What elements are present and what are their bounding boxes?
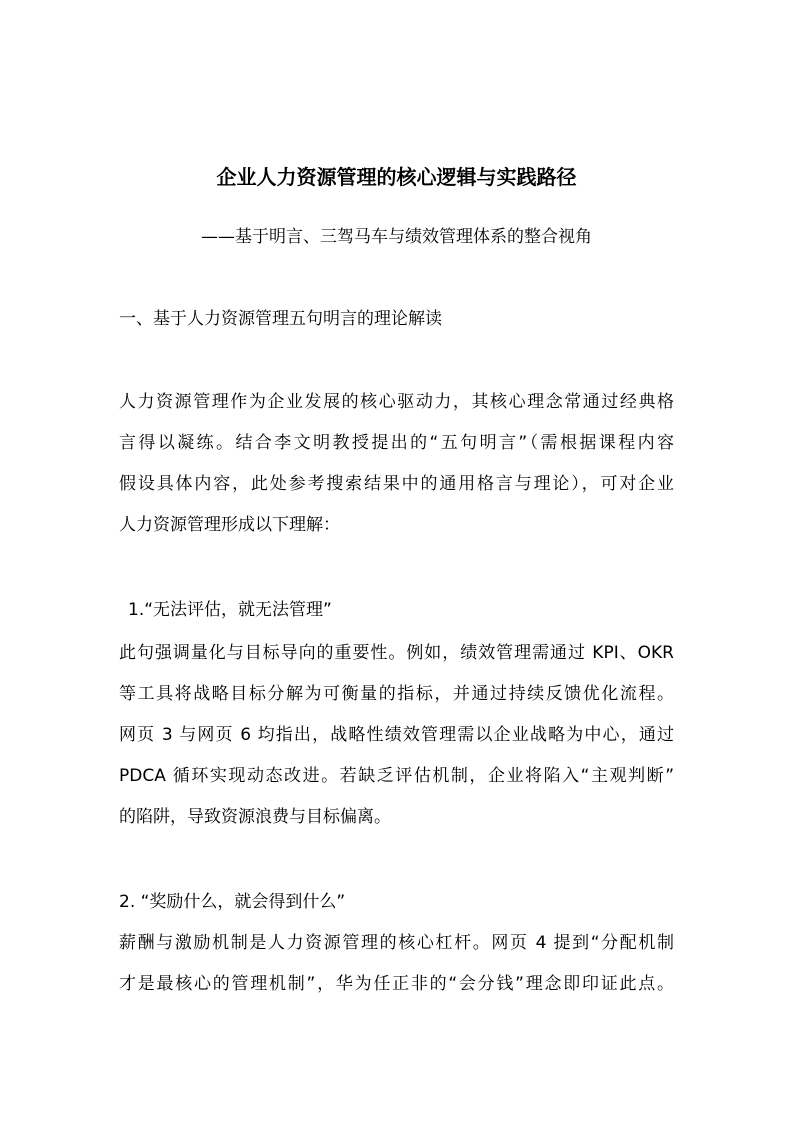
section-heading: 一、基于人力资源管理五句明言的理论解读 xyxy=(119,309,442,329)
document-subtitle: ——基于明言、三驾马车与绩效管理体系的整合视角 xyxy=(201,227,592,247)
paragraph-line: 薪酬与激励机制是人力资源管理的核心杠杆。网页 4 提到“分配机制 xyxy=(119,933,674,953)
paragraph-line: 言得以凝练。结合李文明教授提出的“五句明言”（需根据课程内容 xyxy=(119,433,674,453)
item-heading: 2. “奖励什么，就会得到什么” xyxy=(119,892,346,912)
paragraph-line: 人力资源管理作为企业发展的核心驱动力，其核心理念常通过经典格 xyxy=(119,392,674,412)
paragraph-line: 此句强调量化与目标导向的重要性。例如，绩效管理需通过 KPI、OKR xyxy=(119,643,674,663)
item-heading: 1.“无法评估，就无法管理” xyxy=(128,600,332,620)
paragraph-line: 等工具将战略目标分解为可衡量的指标，并通过持续反馈优化流程。 xyxy=(119,684,674,704)
document-title: 企业人力资源管理的核心逻辑与实践路径 xyxy=(216,165,577,189)
paragraph-line: 假设具体内容，此处参考搜索结果中的通用格言与理论），可对企业 xyxy=(119,474,674,494)
paragraph-line: 网页 3 与网页 6 均指出，战略性绩效管理需以企业战略为中心，通过 xyxy=(119,725,674,745)
paragraph-line: 才是最核心的管理机制”，华为任正非的“会分钱”理念即印证此点。 xyxy=(119,974,674,994)
paragraph-line: 人力资源管理形成以下理解： xyxy=(119,515,340,535)
paragraph-line: PDCA 循环实现动态改进。若缺乏评估机制，企业将陷入“主观判断” xyxy=(119,766,674,786)
paragraph-line: 的陷阱，导致资源浪费与目标偏离。 xyxy=(119,807,391,827)
